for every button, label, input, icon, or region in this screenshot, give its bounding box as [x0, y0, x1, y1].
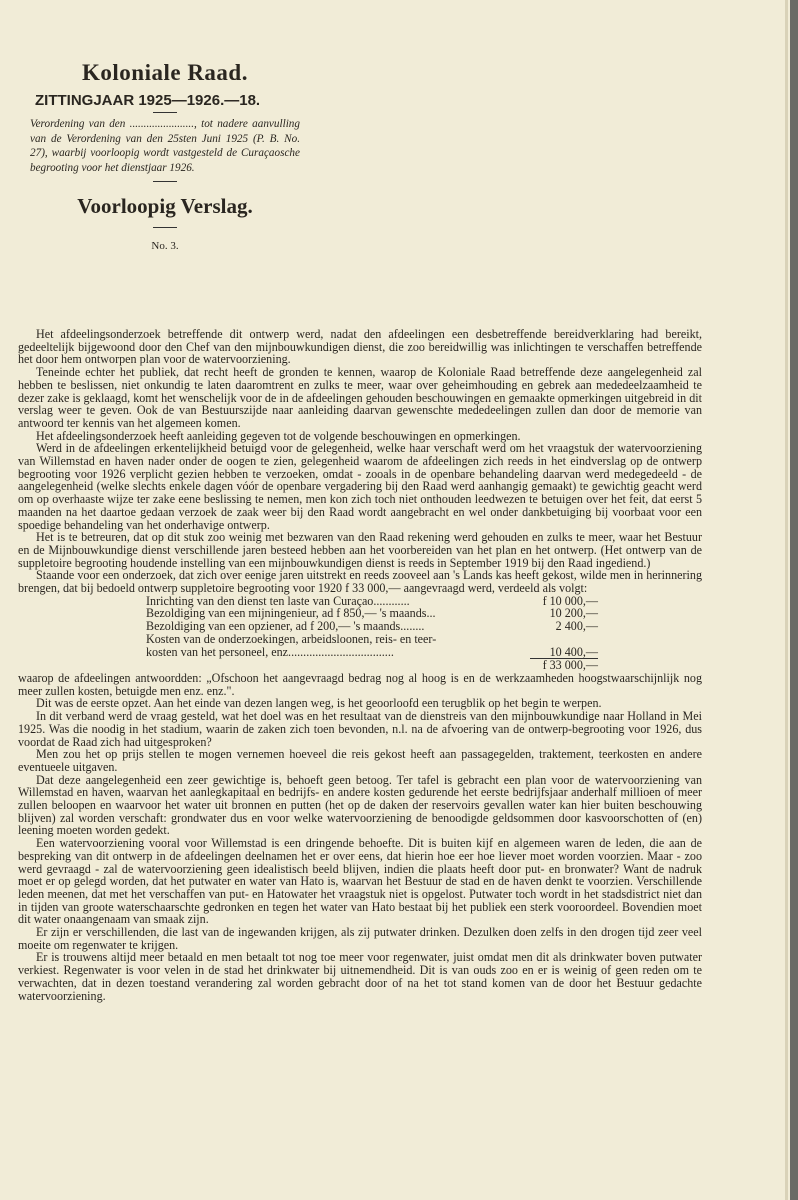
- cost-total-row: [146, 658, 598, 672]
- paragraph: Men zou het op prijs stellen te mogen vernemen hoeveel die reis gekost heeft aan passagegelden, traktement, teerkosten en andere eventueele uitgaven.: [18, 747, 702, 774]
- paragraph: Dat deze aangelegenheid een zeer gewichtige is, behoeft geen betoog. Ter tafel is gebracht een plan voor de watervoorziening van Willemstad en haven, waarvan het aanlegkapitaal en bedrijfs- en andere kosten gedurende het eerste bedrijfsjaar anderhalf millioen of meer zullen beloopen en waarvoor het water uit bronnen en putten (het op de daken der reservoirs gevallen water kan hier buiten beschouwing blijven) zal worden verschaft: grondwater dus en voor welke watervoorziening de benoodigde geldsommen door kasvoorschotten of (en) leening moeten worden gedekt.: [18, 772, 702, 838]
- cost-amount: 10 200,—: [549, 606, 598, 621]
- cost-label: Bezoldiging van een mijningenieur, ad f 850,— 's maands...: [146, 606, 436, 621]
- paragraph: waarop de afdeelingen antwoordden: „Ofschoon het aangevraagd bedrag nog al hoog is en de werkzaamheden hoogstwaarschijnlijk nog meer zullen kosten, betuigde men enz. enz.".: [18, 670, 702, 698]
- cost-amount: [530, 633, 598, 646]
- paragraph: Een watervoorziening vooral voor Willemstad is een dringende behoefte. Dit is buiten kijf en algemeen waren de leden, die aan de bespreking van dit ontwerp in de afdeelingen deelnamen het er over eens, dat hierin hoe eer hoe liever moet worden voorzien. Maar - zoo werd gevraagd - zal de watervoorziening geen idealistisch beeld blijven, indien die plaats heeft door put- en bronwater? Want de nadruk moet er op gelegd worden, dat het putwater en water van Hato is, waarvan het Bestuur de stad en de haven denkt te voorzien. Verschillende leden meenen, dat met het verschaffen van put- en Hatowater het vraagstuk niet is opgelost. Putwater toch wordt in het stadsdistrict niet dan in tijden van groote waterschaarschte gedronken en tegen het water van Hato bestaat bij het publiek een sterk vooroordeel. Bovendien moet dit water onaangenaam van smaak zijn.: [18, 836, 702, 927]
- report-number: No. 3.: [151, 240, 179, 252]
- cost-amount: 10 400,—: [549, 644, 598, 659]
- cost-label: Kosten van de onderzoekingen, arbeidsloonen, reis- en teer-: [146, 631, 437, 646]
- cost-label: kosten van het personeel, enz...................................: [146, 644, 394, 659]
- cost-label: Inrichting van den dienst ten laste van Curaçao............: [146, 593, 410, 608]
- cost-total: f 33 000,—: [530, 658, 598, 672]
- cost-label: Bezoldiging van een opziener, ad f 200,— 's maands........: [146, 619, 425, 634]
- paragraph: Het afdeelingsonderzoek betreffende dit ontwerp werd, nadat den afdeelingen een desbetreffende bereidverklaring had bereikt, gedeeltelijk bijgewoond door den Chef van den mijnbouwkundigen dienst, die zoo bereidwillig was inlichtingen te verschaffen betreffende het door hem ontworpen plan voor de watervoorziening.: [18, 327, 702, 367]
- paragraph: Het is te betreuren, dat op dit stuk zoo weinig met bezwaren van den Raad rekening werd gehouden en zulks te meer, waar het Bestuur en de Mijnbouwkundige dienst verschillende jaren besteed hebben aan het voorbereiden van het plan en het ontwerp. (Het ontwerp van de suppletoire begrooting houdende instelling van een mijnbouwkundigen dienst is reeds in September 1919 bij den Raad ingediend.): [18, 530, 702, 570]
- report-rule: [153, 227, 177, 228]
- ordinance-text: Verordening van den ......................., tot nadere aanvulling van de Verordening van den 25sten Juni 1925 (P. B. No. 27), waarbij voorloopig wordt vastgesteld de Curaçaosche begrooting voor het dienstjaar 1926.: [30, 118, 300, 174]
- report-body: [18, 328, 702, 1002]
- page-edge-highlight: [785, 0, 788, 1200]
- paragraph: Het afdeelingsonderzoek heeft aanleiding gegeven tot de volgende beschouwingen en opmerkingen.: [36, 428, 521, 443]
- header-rule: [153, 112, 177, 113]
- document-header: [30, 60, 300, 252]
- page-edge-shadow: [790, 0, 798, 1200]
- ordinance-rule: [153, 181, 177, 182]
- paragraph: Er is trouwens altijd meer betaald en men betaalt tot nog toe meer voor regenwater, juist omdat men dit als drinkwater boven putwater verkiest. Regenwater is voor velen in de stad het drinkwater bij uitnemendheid. Dit is van ouds zoo en er is weinig of geen reden om te verwachten, dat in dezen toestand verandering zal worden gebracht door of na het tot stand komen van de door het Bestuur gedachte watervoorziening.: [18, 950, 702, 1003]
- cost-row: [146, 620, 598, 633]
- cost-row: [146, 633, 598, 646]
- paragraph: Er zijn er verschillenden, die last van de ingewanden krijgen, als zij putwater drinken. Dezulken doen zelfs in den drogen tijd zeer veel moeite om regenwater te krijgen.: [18, 925, 702, 952]
- paragraph: In dit verband werd de vraag gesteld, wat het doel was en het resultaat van de dienstreis van den mijnbouwkundige naar Holland in Mei 1925. Was die noodig in het stadium, waarin de zaken zich toen bevonden, n.l. na de afvoering van de ontwerp-begrooting voor 1926, dus voordat de Raad zich had uitgesproken?: [18, 709, 702, 749]
- report-title: Voorloopig Verslag.: [77, 194, 253, 218]
- cost-row: [146, 646, 598, 659]
- cost-amount: 2 400,—: [555, 619, 598, 634]
- paragraph: Dit was de eerste opzet. Aan het einde van dezen langen weg, is het geoorloofd een terugblik op het begin te werpen.: [36, 696, 602, 711]
- session-year: ZITTINGJAAR 1925—1926.—18.: [35, 92, 261, 109]
- paragraph: Teneinde echter het publiek, dat recht heeft de gronden te kennen, waarop de Koloniale Raad betreffende deze aangelegenheid zal hebben te beslissen, niet onkundig te laten daaromtrent en zulks te meer, waar over geheimhouding en gebrek aan mededeelzaamheid te dezer zake is geklaagd, komt het wenschelijk voor de in de afdeelingen gehouden beschouwingen en gemaakte opmerkingen uitgebreid in dit verslag weer te geven. Ook de van Bestuurszijde naar aanleiding daarvan gewenschte mededeelingen zullen dan door de memorie van antwoord ter kennis van het algemeen komen.: [18, 365, 702, 430]
- paragraph: Staande voor een onderzoek, dat zich over eenige jaren uitstrekt en reeds zooveel aan 's Lands kas heeft gekost, wilde men in herinnering brengen, dat bij bedoeld ontwerp suppletoire begrooting voor 1920 f 33 000,— aangevraagd werd, verdeeld als volgt:: [18, 568, 702, 596]
- paragraph: Werd in de afdeelingen erkentelijkheid betuigd voor de gelegenheid, welke haar verschaft werd om het vraagstuk der watervoorziening van Willemstad en haven nader onder de oogen te zien, gelegenheid waarom de afdeelingen zich reeds in het eindverslag op de ontwerp begrooting voor 1926 verplicht gezien hebben te verzoeken, omdat - zooals in de openbare behandeling daarvan werd medegedeeld - de aangelegenheid (welke slechts enkele dagen vóór de openbare vergadering bij den Raad werd aanhangig gemaakt) te gewichtig geacht werd om op overhaaste wijze ter zake eene beslissing te nemen, men kon zich toch niet onthouden leedwezen te betuigen over het feit, dat eerst 5 maanden na het daartoe gedaan verzoek de zaak weer bij den Raad wordt aangebracht en wel onder dankbetuiging bij voorbaat voor een spoedige behandeling van het onderhavige ontwerp.: [18, 441, 702, 532]
- cost-amount: f 10 000,—: [542, 593, 598, 608]
- cost-breakdown-table: [146, 595, 598, 659]
- council-title: Koloniale Raad.: [82, 60, 248, 85]
